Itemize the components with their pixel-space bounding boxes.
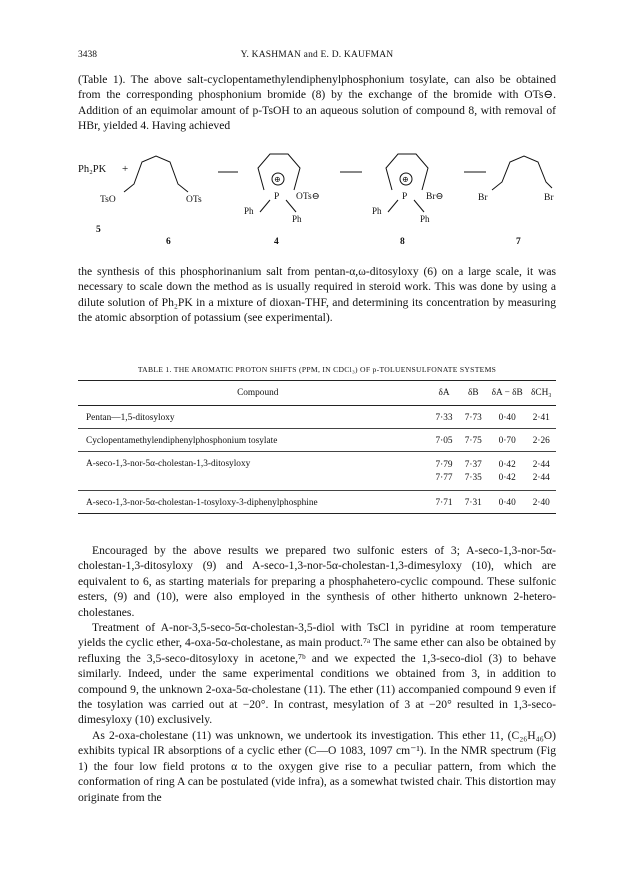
paragraph-1-text: (Table 1). The above salt-cyclopentamethylendiphenylphosphonium tosylate, can also be obtained from the corresponding phosphonium bromide (8) by the exchange of the bromide with OTs⊖. Addition of an equimolar amount of p-TsOH to an aqueous solution of compound 8, with removal of HBr, yielded 4. Having achieved: [78, 73, 556, 133]
compound-5-number: 5: [96, 225, 101, 235]
paragraph-5: As 2-oxa-cholestane (11) was unknown, we undertook its investigation. This ether 11, (C₂₆H₄₆O) exhibits typical IR absorptions of a cyclic ether (C—O 1083, 1097 cm⁻¹). In the NMR spectrum (Fig 1) the four low field protons α to the oxygen give rise to a peculiar pattern, from which the conformation of ring A can be postulated (vide infra), as a somewhat twisted chair. This distortion may originate from the: [78, 728, 556, 804]
compound-7-br-left: Br: [478, 193, 488, 203]
plus-sign: +: [122, 163, 129, 175]
paragraph-1: [78, 72, 556, 134]
cell-value: 7·35: [464, 473, 482, 483]
table-row: [78, 429, 556, 452]
compound-6-chain: [124, 156, 188, 192]
page-number: 3438: [78, 50, 97, 60]
table-header-row: [78, 381, 556, 406]
cell-ch3: [527, 452, 556, 491]
cell-ch3: 2·26: [527, 429, 556, 452]
paragraph-4: Treatment of A-nor-3,5-seco-5α-cholestan-3,5-diol with TsCl in pyridine at room temperature yields the cyclic ether, 4-oxa-5α-cholestane, as main product.⁷ᵃ The same ether can also be obtained by refluxing the 3,5-seco-ditosyloxy in acetone,⁷ᵇ and we expected the 1,3-seco-diol (3) to behave similarly. Indeed, under the same experimental conditions we obtained from 3, in addition to compound 9, the unknown 2-oxa-5α-cholestane (11). The ether (11) accompanied compound 9 even if the tosylation was carried out at −20°. In contrast, mesylation of 3 at −20° resulted in 1,3-seco-dimesyloxy (10) exclusively.: [78, 621, 556, 727]
cell-diff: 0·40: [488, 491, 527, 514]
paragraph-3: Encouraged by the above results we prepared two sulfonic esters of 3; A-seco-1,3-nor-5α-cholestan-1,3-ditosyloxy (9) and A-seco-1,3-nor-5α-cholestan-1,3-dimesyloxy (10), which are equivalent to 6, as starting materials for preparing a phosphahetero-cyclic compound. These sulfonic esters, (9) and (10), were also employed in the synthesis of other hitherto unknown 2-hetero-cholestanes.: [78, 544, 556, 619]
compound-8-p-atom: P: [402, 192, 408, 202]
compound-7-br-right: Br: [544, 193, 554, 203]
compound-4-ph-left: Ph: [244, 206, 254, 216]
cell-compound: A-seco-1,3-nor-5α-cholestan-1-tosyloxy-3-diphenylphosphine: [78, 491, 429, 514]
table-caption: TABLE 1. THE AROMATIC PROTON SHIFTS (PPM, IN CDCl₃) OF p-TOLUENSULFONATE SYSTEMS: [137, 365, 497, 374]
compound-4-number: 4: [274, 237, 279, 247]
compound-7-number: 7: [516, 237, 521, 247]
tso-label: TsO: [100, 195, 116, 205]
compound-8-ph-bond-left: [388, 200, 398, 212]
cell-dB: 7·31: [459, 491, 488, 514]
running-authors: Y. KASHMAN and E. D. KAUFMAN: [240, 50, 394, 60]
compound-8-ph-left: Ph: [372, 206, 382, 216]
ots-label: OTs: [186, 195, 202, 205]
cell-dB: 7·73: [459, 406, 488, 429]
cell-value: 0·42: [498, 473, 516, 483]
table-row: [78, 406, 556, 429]
compound-4-plus-charge: ⊕: [274, 175, 281, 184]
paragraph-2-text: the synthesis of this phosphorinanium salt from pentan-α,ω-ditosyloxy (6) on a large scale, it was necessary to scale down the method as is usually required in steroid work. This was done by using a dilute solution of Ph₂PK in a mixture of dioxan-THF, and determining its concentration by measuring the atomic absorption of potassium (see experimental).: [78, 265, 556, 325]
compound-4-ph-bond-left: [260, 200, 270, 212]
compound-8-ph-right: Ph: [420, 214, 430, 224]
compound-8-ph-bond-right: [414, 200, 424, 212]
col-header-compound: Compound: [78, 381, 429, 406]
cell-diff: 0·40: [488, 406, 527, 429]
reaction-scheme: [78, 142, 558, 254]
compound-8-anion: Br⊖: [426, 192, 444, 202]
cell-value: 2·44: [532, 460, 550, 470]
cell-compound: Cyclopentamethylendiphenylphosphonium tosylate: [78, 429, 429, 452]
proton-shift-table: [78, 380, 556, 514]
cell-value: 7·79: [435, 460, 453, 470]
compound-7-chain: [492, 156, 552, 190]
cell-dA: 7·71: [429, 491, 458, 514]
cell-value: 7·77: [435, 473, 453, 483]
reaction-scheme-svg: [78, 142, 558, 254]
cell-diff: [488, 452, 527, 491]
table-row: [78, 452, 556, 491]
compound-4-ph-bond-right: [286, 200, 296, 212]
compound-4-p-atom: P: [274, 192, 280, 202]
cell-dA: [429, 452, 458, 491]
cell-value: 7·37: [464, 460, 482, 470]
paragraph-2: [78, 264, 556, 326]
col-header-dA: δA: [429, 381, 458, 406]
cell-ch3: 2·41: [527, 406, 556, 429]
reagent-ph2pk: Ph₂PK: [78, 164, 107, 175]
cell-value: 0·42: [498, 460, 516, 470]
compound-6-number: 6: [166, 237, 171, 247]
compound-4-anion: OTs⊖: [296, 192, 320, 202]
cell-value: 2·44: [532, 473, 550, 483]
compound-8-number: 8: [400, 237, 405, 247]
col-header-diff: δA − δB: [488, 381, 527, 406]
cell-dB: [459, 452, 488, 491]
cell-dA: 7·05: [429, 429, 458, 452]
body-text-lower: [78, 543, 556, 805]
cell-diff: 0·70: [488, 429, 527, 452]
col-header-ch3: δCH₃: [527, 381, 556, 406]
cell-compound: Pentan—1,5-ditosyloxy: [78, 406, 429, 429]
compound-8-plus-charge: ⊕: [402, 175, 409, 184]
cell-dA: 7·33: [429, 406, 458, 429]
cell-dB: 7·75: [459, 429, 488, 452]
compound-4-ph-right: Ph: [292, 214, 302, 224]
table-row: [78, 491, 556, 514]
cell-ch3: 2·40: [527, 491, 556, 514]
cell-compound: A-seco-1,3-nor-5α-cholestan-1,3-ditosyloxy: [78, 452, 429, 491]
col-header-dB: δB: [459, 381, 488, 406]
